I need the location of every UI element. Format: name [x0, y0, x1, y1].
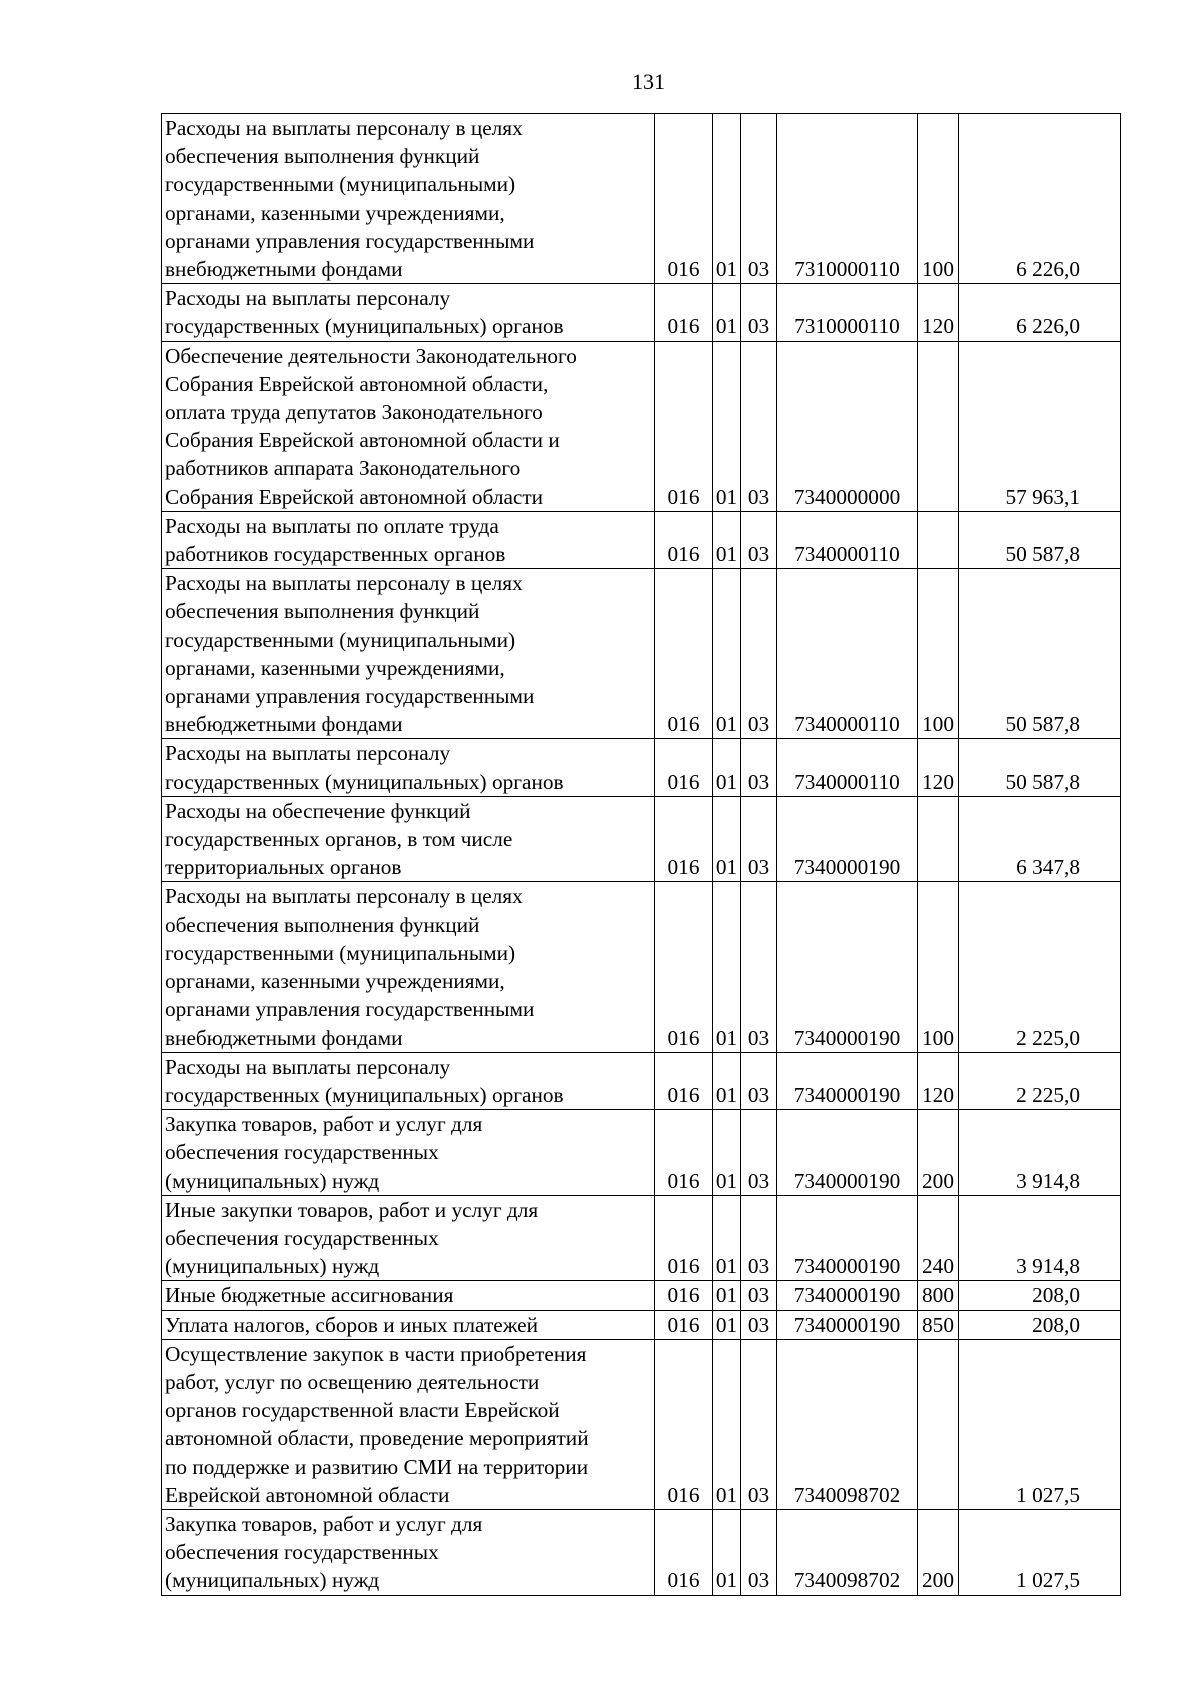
row-description: Расходы на выплаты персоналу государственных (муниципальных) органов [162, 1052, 655, 1109]
target-article-code: 7340000190 [777, 796, 918, 882]
subsection-code: 03 [741, 1509, 777, 1595]
row-description: Обеспечение деятельности Законодательного Собрания Еврейской автономной области, оплата труда депутатов Законодательного Собрания Еврейской автономной области и работников аппарата Законодательного Собрания Еврейской автономной области [162, 341, 655, 511]
amount-value: 208,0 [959, 1310, 1121, 1339]
ministry-code: 016 [655, 284, 713, 341]
row-description: Уплата налогов, сборов и иных платежей [162, 1310, 655, 1339]
ministry-code: 016 [655, 739, 713, 796]
expense-type-code: 850 [918, 1310, 959, 1339]
table-row [162, 1110, 1121, 1196]
expense-type-code: 240 [918, 1195, 959, 1281]
expense-type-code [918, 1339, 959, 1509]
row-description: Расходы на выплаты персоналу в целях обеспечения выполнения функций государственными (муниципальными) органами, казенными учреждениями, органами управления государственными внебюджетными фондами [162, 569, 655, 739]
row-description: Расходы на выплаты персоналу в целях обеспечения выполнения функций государственными (муниципальными) органами, казенными учреждениями, органами управления государственными внебюджетными фондами [162, 882, 655, 1052]
row-description: Закупка товаров, работ и услуг для обеспечения государственных (муниципальных) нужд [162, 1509, 655, 1595]
target-article-code: 7310000110 [777, 284, 918, 341]
expense-type-code: 200 [918, 1509, 959, 1595]
ministry-code: 016 [655, 796, 713, 882]
amount-value: 1 027,5 [959, 1509, 1121, 1595]
ministry-code: 016 [655, 114, 713, 284]
target-article-code: 7340000190 [777, 882, 918, 1052]
subsection-code: 03 [741, 1195, 777, 1281]
table-row [162, 1281, 1121, 1310]
section-code: 01 [713, 1052, 741, 1109]
expense-type-code [918, 341, 959, 511]
subsection-code: 03 [741, 114, 777, 284]
table-row [162, 341, 1121, 511]
row-description: Расходы на выплаты персоналу государственных (муниципальных) органов [162, 739, 655, 796]
ministry-code: 016 [655, 341, 713, 511]
table-row [162, 114, 1121, 284]
target-article-code: 7340000190 [777, 1052, 918, 1109]
subsection-code: 03 [741, 341, 777, 511]
section-code: 01 [713, 1281, 741, 1310]
ministry-code: 016 [655, 1110, 713, 1196]
table-row [162, 511, 1121, 568]
ministry-code: 016 [655, 1195, 713, 1281]
section-code: 01 [713, 511, 741, 568]
ministry-code: 016 [655, 1509, 713, 1595]
subsection-code: 03 [741, 739, 777, 796]
expense-type-code: 800 [918, 1281, 959, 1310]
table-row [162, 1339, 1121, 1509]
expense-type-code: 120 [918, 284, 959, 341]
section-code: 01 [713, 1310, 741, 1339]
subsection-code: 03 [741, 796, 777, 882]
target-article-code: 7340000110 [777, 739, 918, 796]
section-code: 01 [713, 284, 741, 341]
table-row [162, 882, 1121, 1052]
expense-type-code: 100 [918, 882, 959, 1052]
section-code: 01 [713, 114, 741, 284]
section-code: 01 [713, 796, 741, 882]
subsection-code: 03 [741, 1281, 777, 1310]
amount-value: 208,0 [959, 1281, 1121, 1310]
amount-value: 50 587,8 [959, 739, 1121, 796]
row-description: Расходы на обеспечение функций государственных органов, в том числе территориальных органов [162, 796, 655, 882]
expense-type-code [918, 796, 959, 882]
amount-value: 3 914,8 [959, 1195, 1121, 1281]
ministry-code: 016 [655, 1052, 713, 1109]
amount-value: 6 347,8 [959, 796, 1121, 882]
table-row [162, 1195, 1121, 1281]
amount-value: 2 225,0 [959, 1052, 1121, 1109]
table-row [162, 1509, 1121, 1595]
expense-type-code: 120 [918, 1052, 959, 1109]
row-description: Расходы на выплаты персоналу государственных (муниципальных) органов [162, 284, 655, 341]
expense-type-code: 120 [918, 739, 959, 796]
row-description: Расходы на выплаты по оплате труда работников государственных органов [162, 511, 655, 568]
target-article-code: 7340098702 [777, 1509, 918, 1595]
table-row [162, 284, 1121, 341]
ministry-code: 016 [655, 511, 713, 568]
expense-type-code: 100 [918, 114, 959, 284]
expense-type-code: 100 [918, 569, 959, 739]
subsection-code: 03 [741, 1110, 777, 1196]
section-code: 01 [713, 739, 741, 796]
row-description: Расходы на выплаты персоналу в целях обеспечения выполнения функций государственными (муниципальными) органами, казенными учреждениями, органами управления государственными внебюджетными фондами [162, 114, 655, 284]
subsection-code: 03 [741, 1339, 777, 1509]
table-row [162, 739, 1121, 796]
section-code: 01 [713, 1110, 741, 1196]
expense-type-code [918, 511, 959, 568]
table-row [162, 1310, 1121, 1339]
table-row [162, 1052, 1121, 1109]
ministry-code: 016 [655, 1339, 713, 1509]
subsection-code: 03 [741, 1310, 777, 1339]
amount-value: 6 226,0 [959, 284, 1121, 341]
row-description: Иные закупки товаров, работ и услуг для обеспечения государственных (муниципальных) нужд [162, 1195, 655, 1281]
amount-value: 2 225,0 [959, 882, 1121, 1052]
page-number: 131 [632, 69, 665, 94]
target-article-code: 7340000190 [777, 1195, 918, 1281]
section-code: 01 [713, 882, 741, 1052]
section-code: 01 [713, 1195, 741, 1281]
table-row [162, 569, 1121, 739]
section-code: 01 [713, 569, 741, 739]
ministry-code: 016 [655, 1281, 713, 1310]
amount-value: 3 914,8 [959, 1110, 1121, 1196]
row-description: Закупка товаров, работ и услуг для обеспечения государственных (муниципальных) нужд [162, 1110, 655, 1196]
row-description: Иные бюджетные ассигнования [162, 1281, 655, 1310]
target-article-code: 7340000000 [777, 341, 918, 511]
target-article-code: 7340000110 [777, 511, 918, 568]
amount-value: 6 226,0 [959, 114, 1121, 284]
target-article-code: 7340098702 [777, 1339, 918, 1509]
budget-table [161, 113, 1121, 1596]
target-article-code: 7340000190 [777, 1281, 918, 1310]
subsection-code: 03 [741, 882, 777, 1052]
ministry-code: 016 [655, 569, 713, 739]
subsection-code: 03 [741, 284, 777, 341]
target-article-code: 7340000190 [777, 1310, 918, 1339]
section-code: 01 [713, 1509, 741, 1595]
section-code: 01 [713, 1339, 741, 1509]
target-article-code: 7310000110 [777, 114, 918, 284]
row-description: Осуществление закупок в части приобретения работ, услуг по освещению деятельности органов государственной власти Еврейской автономной области, проведение мероприятий по поддержке и развитию СМИ на территории Еврейской автономной области [162, 1339, 655, 1509]
amount-value: 1 027,5 [959, 1339, 1121, 1509]
target-article-code: 7340000190 [777, 1110, 918, 1196]
table-body [162, 114, 1121, 1596]
expense-type-code: 200 [918, 1110, 959, 1196]
subsection-code: 03 [741, 1052, 777, 1109]
amount-value: 57 963,1 [959, 341, 1121, 511]
ministry-code: 016 [655, 1310, 713, 1339]
amount-value: 50 587,8 [959, 569, 1121, 739]
target-article-code: 7340000110 [777, 569, 918, 739]
table-row [162, 796, 1121, 882]
subsection-code: 03 [741, 569, 777, 739]
ministry-code: 016 [655, 882, 713, 1052]
subsection-code: 03 [741, 511, 777, 568]
section-code: 01 [713, 341, 741, 511]
amount-value: 50 587,8 [959, 511, 1121, 568]
